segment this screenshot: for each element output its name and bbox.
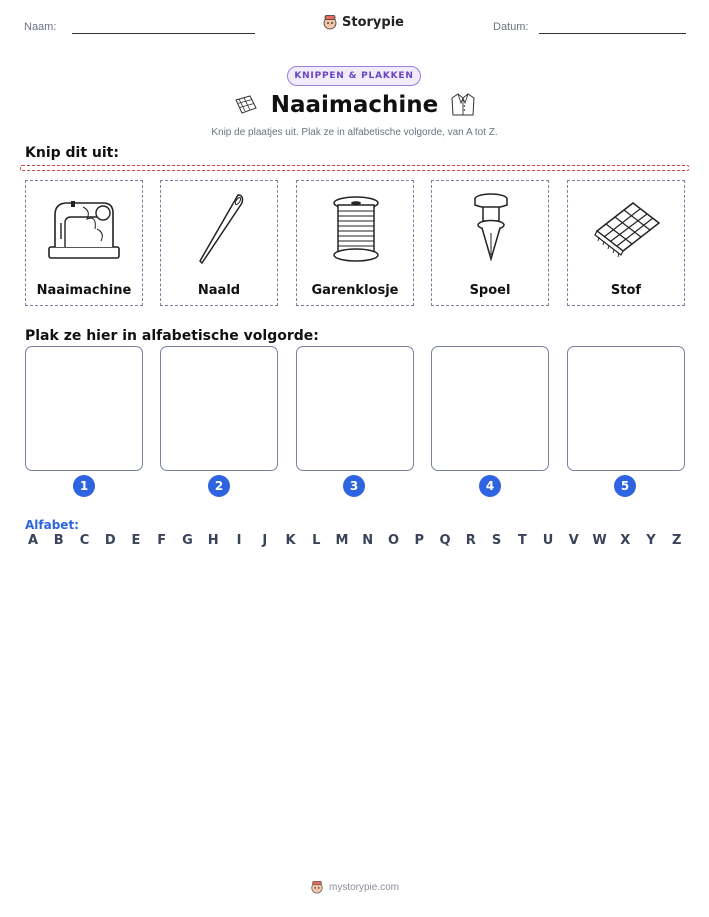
alphabet-letter: M (335, 533, 349, 548)
paste-slot-4[interactable] (431, 346, 549, 471)
sewing-machine-icon (45, 189, 125, 269)
slot-number-4: 4 (479, 475, 501, 497)
card-label: Spoel (469, 283, 511, 298)
alphabet-letter: I (236, 533, 242, 548)
alphabet-letter: U (542, 533, 554, 548)
storypie-mascot-icon (310, 880, 324, 894)
footer-link[interactable]: mystorypie.com (328, 881, 399, 893)
alphabet-letter: N (362, 533, 374, 548)
cut-card-bobbin[interactable] (431, 180, 549, 306)
alphabet-letter: Q (439, 533, 451, 548)
date-line[interactable] (539, 33, 686, 34)
footer (0, 880, 709, 894)
needle-icon (180, 189, 260, 269)
slot-number-3: 3 (343, 475, 365, 497)
paste-section-title: Plak ze hier in alfabetische volgorde: (25, 328, 319, 344)
slot-number-2: 2 (208, 475, 230, 497)
jacket-icon (449, 91, 477, 119)
page-title: Naaimachine (270, 92, 439, 118)
paste-slot-5[interactable] (567, 346, 685, 471)
storypie-mascot-icon (322, 14, 338, 30)
alphabet-letter: W (592, 533, 607, 548)
alphabet-letter: Y (646, 533, 656, 548)
cut-line (20, 165, 689, 171)
cut-section-title: Knip dit uit: (25, 145, 119, 161)
card-label: Stof (610, 283, 642, 298)
card-label: Garenklosje (311, 283, 399, 298)
alphabet-letter: H (207, 533, 219, 548)
alphabet-letter: B (53, 533, 64, 548)
bobbin-icon (451, 189, 531, 269)
alphabet-letter: C (79, 533, 90, 548)
name-label: Naam: (24, 21, 57, 33)
alphabet-letter: T (517, 533, 527, 548)
alphabet-letter: E (131, 533, 141, 548)
alphabet-letter: A (27, 533, 39, 548)
fabric-icon (587, 189, 667, 269)
alphabet-letter: Z (672, 533, 682, 548)
alphabet-letter: L (312, 533, 321, 548)
storypie-logo (322, 14, 404, 30)
date-label: Datum: (493, 21, 529, 33)
alphabet-letter: P (414, 533, 425, 548)
paste-slot-3[interactable] (296, 346, 414, 471)
slot-number-5: 5 (614, 475, 636, 497)
cut-card-thread-spool[interactable] (296, 180, 414, 306)
instructions-text: Knip de plaatjes uit. Plak ze in alfabetische volgorde, van A tot Z. (211, 127, 498, 138)
alphabet-letter: F (157, 533, 167, 548)
slot-number-1: 1 (73, 475, 95, 497)
activity-badge: KNIPPEN & PLAKKEN (287, 66, 421, 86)
card-label: Naald (197, 283, 241, 298)
alphabet-letter: K (285, 533, 296, 548)
alphabet-letter: J (262, 533, 268, 548)
cut-card-fabric[interactable] (567, 180, 685, 306)
alphabet-letter: O (387, 533, 400, 548)
alphabet-letter: R (465, 533, 476, 548)
thread-spool-icon (316, 189, 396, 269)
alphabet-letter: X (620, 533, 631, 548)
cut-card-sewing-machine[interactable] (25, 180, 143, 306)
alphabet-letter: V (568, 533, 579, 548)
paste-slot-2[interactable] (160, 346, 278, 471)
logo-text: Storypie (342, 14, 404, 30)
alphabet-letter: D (104, 533, 116, 548)
alphabet-title: Alfabet: (25, 518, 79, 532)
card-label: Naaimachine (36, 283, 132, 298)
alphabet-row (25, 533, 685, 548)
alphabet-letter: G (182, 533, 193, 548)
name-line[interactable] (72, 33, 255, 34)
paste-slot-1[interactable] (25, 346, 143, 471)
alphabet-letter: S (491, 533, 502, 548)
cut-card-needle[interactable] (160, 180, 278, 306)
